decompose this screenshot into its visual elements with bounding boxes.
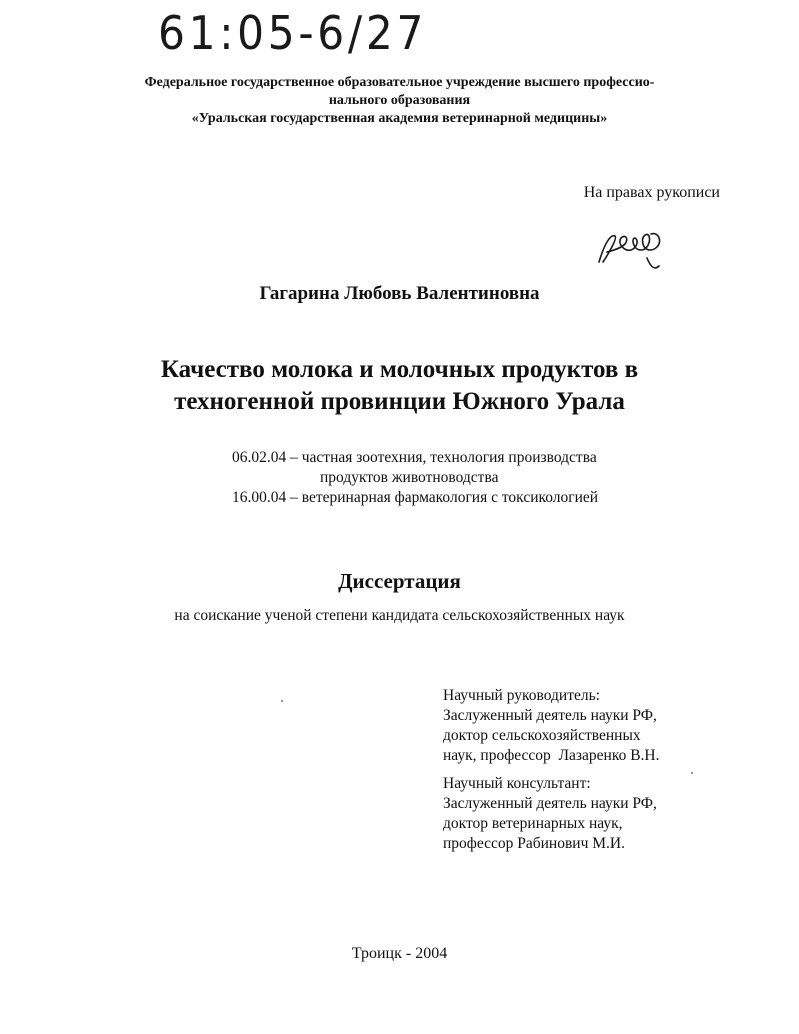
specialties (232, 448, 692, 508)
consultant-block (443, 774, 743, 854)
scan-speck (691, 772, 693, 774)
title-line-1: Качество молока и молочных продуктов в (160, 356, 639, 383)
advisors (443, 686, 743, 862)
title-line-2: техногенной провинции Южного Урала (174, 388, 625, 415)
archive-number-handwritten (150, 6, 530, 76)
supervisor-line-1: Заслуженный деятель науки РФ, (443, 707, 657, 724)
specialty-line-3: 16.00.04 – ветеринарная фармакология с токсикологией (232, 489, 599, 506)
signature (585, 222, 675, 274)
supervisor-line-2: доктор сельскохозяйственных (443, 727, 641, 744)
institution-header (0, 74, 799, 128)
degree-text: на соискание ученой степени кандидата сельскохозяйственных наук (174, 607, 625, 624)
dissertation-title (0, 354, 799, 418)
institution-line-2: нального образования (328, 93, 471, 108)
institution-line-1: Федеральное государственное образовательное учреждение высшего профессио- (144, 75, 655, 90)
consultant-line-1: Заслуженный деятель науки РФ, (443, 795, 657, 812)
consultant-line-2: доктор ветеринарных наук, (443, 815, 623, 832)
supervisor-heading: Научный руководитель: (443, 687, 600, 704)
consultant-heading: Научный консультант: (443, 775, 591, 792)
supervisor-line-3: наук, профессор Лазаренко В.Н. (443, 747, 660, 764)
consultant-line-3: профессор Рабинович М.И. (443, 835, 625, 852)
rights-note: На правах рукописи (583, 184, 720, 201)
scan-speck (281, 700, 283, 702)
supervisor-block (443, 686, 743, 766)
archive-number-text: 61:05-6/27 (158, 6, 428, 60)
signature-scribble (585, 222, 675, 274)
document-type: Диссертация (338, 569, 461, 593)
specialty-line-1: 06.02.04 – частная зоотехния, технология производства (232, 449, 597, 466)
author-name: Гагарина Любовь Валентиновна (259, 283, 540, 304)
specialty-line-2: продуктов животноводства (320, 469, 499, 486)
city-year: Троицк - 2004 (351, 945, 448, 962)
institution-line-3: «Уральская государственная академия ветеринарной медицины» (191, 111, 608, 126)
